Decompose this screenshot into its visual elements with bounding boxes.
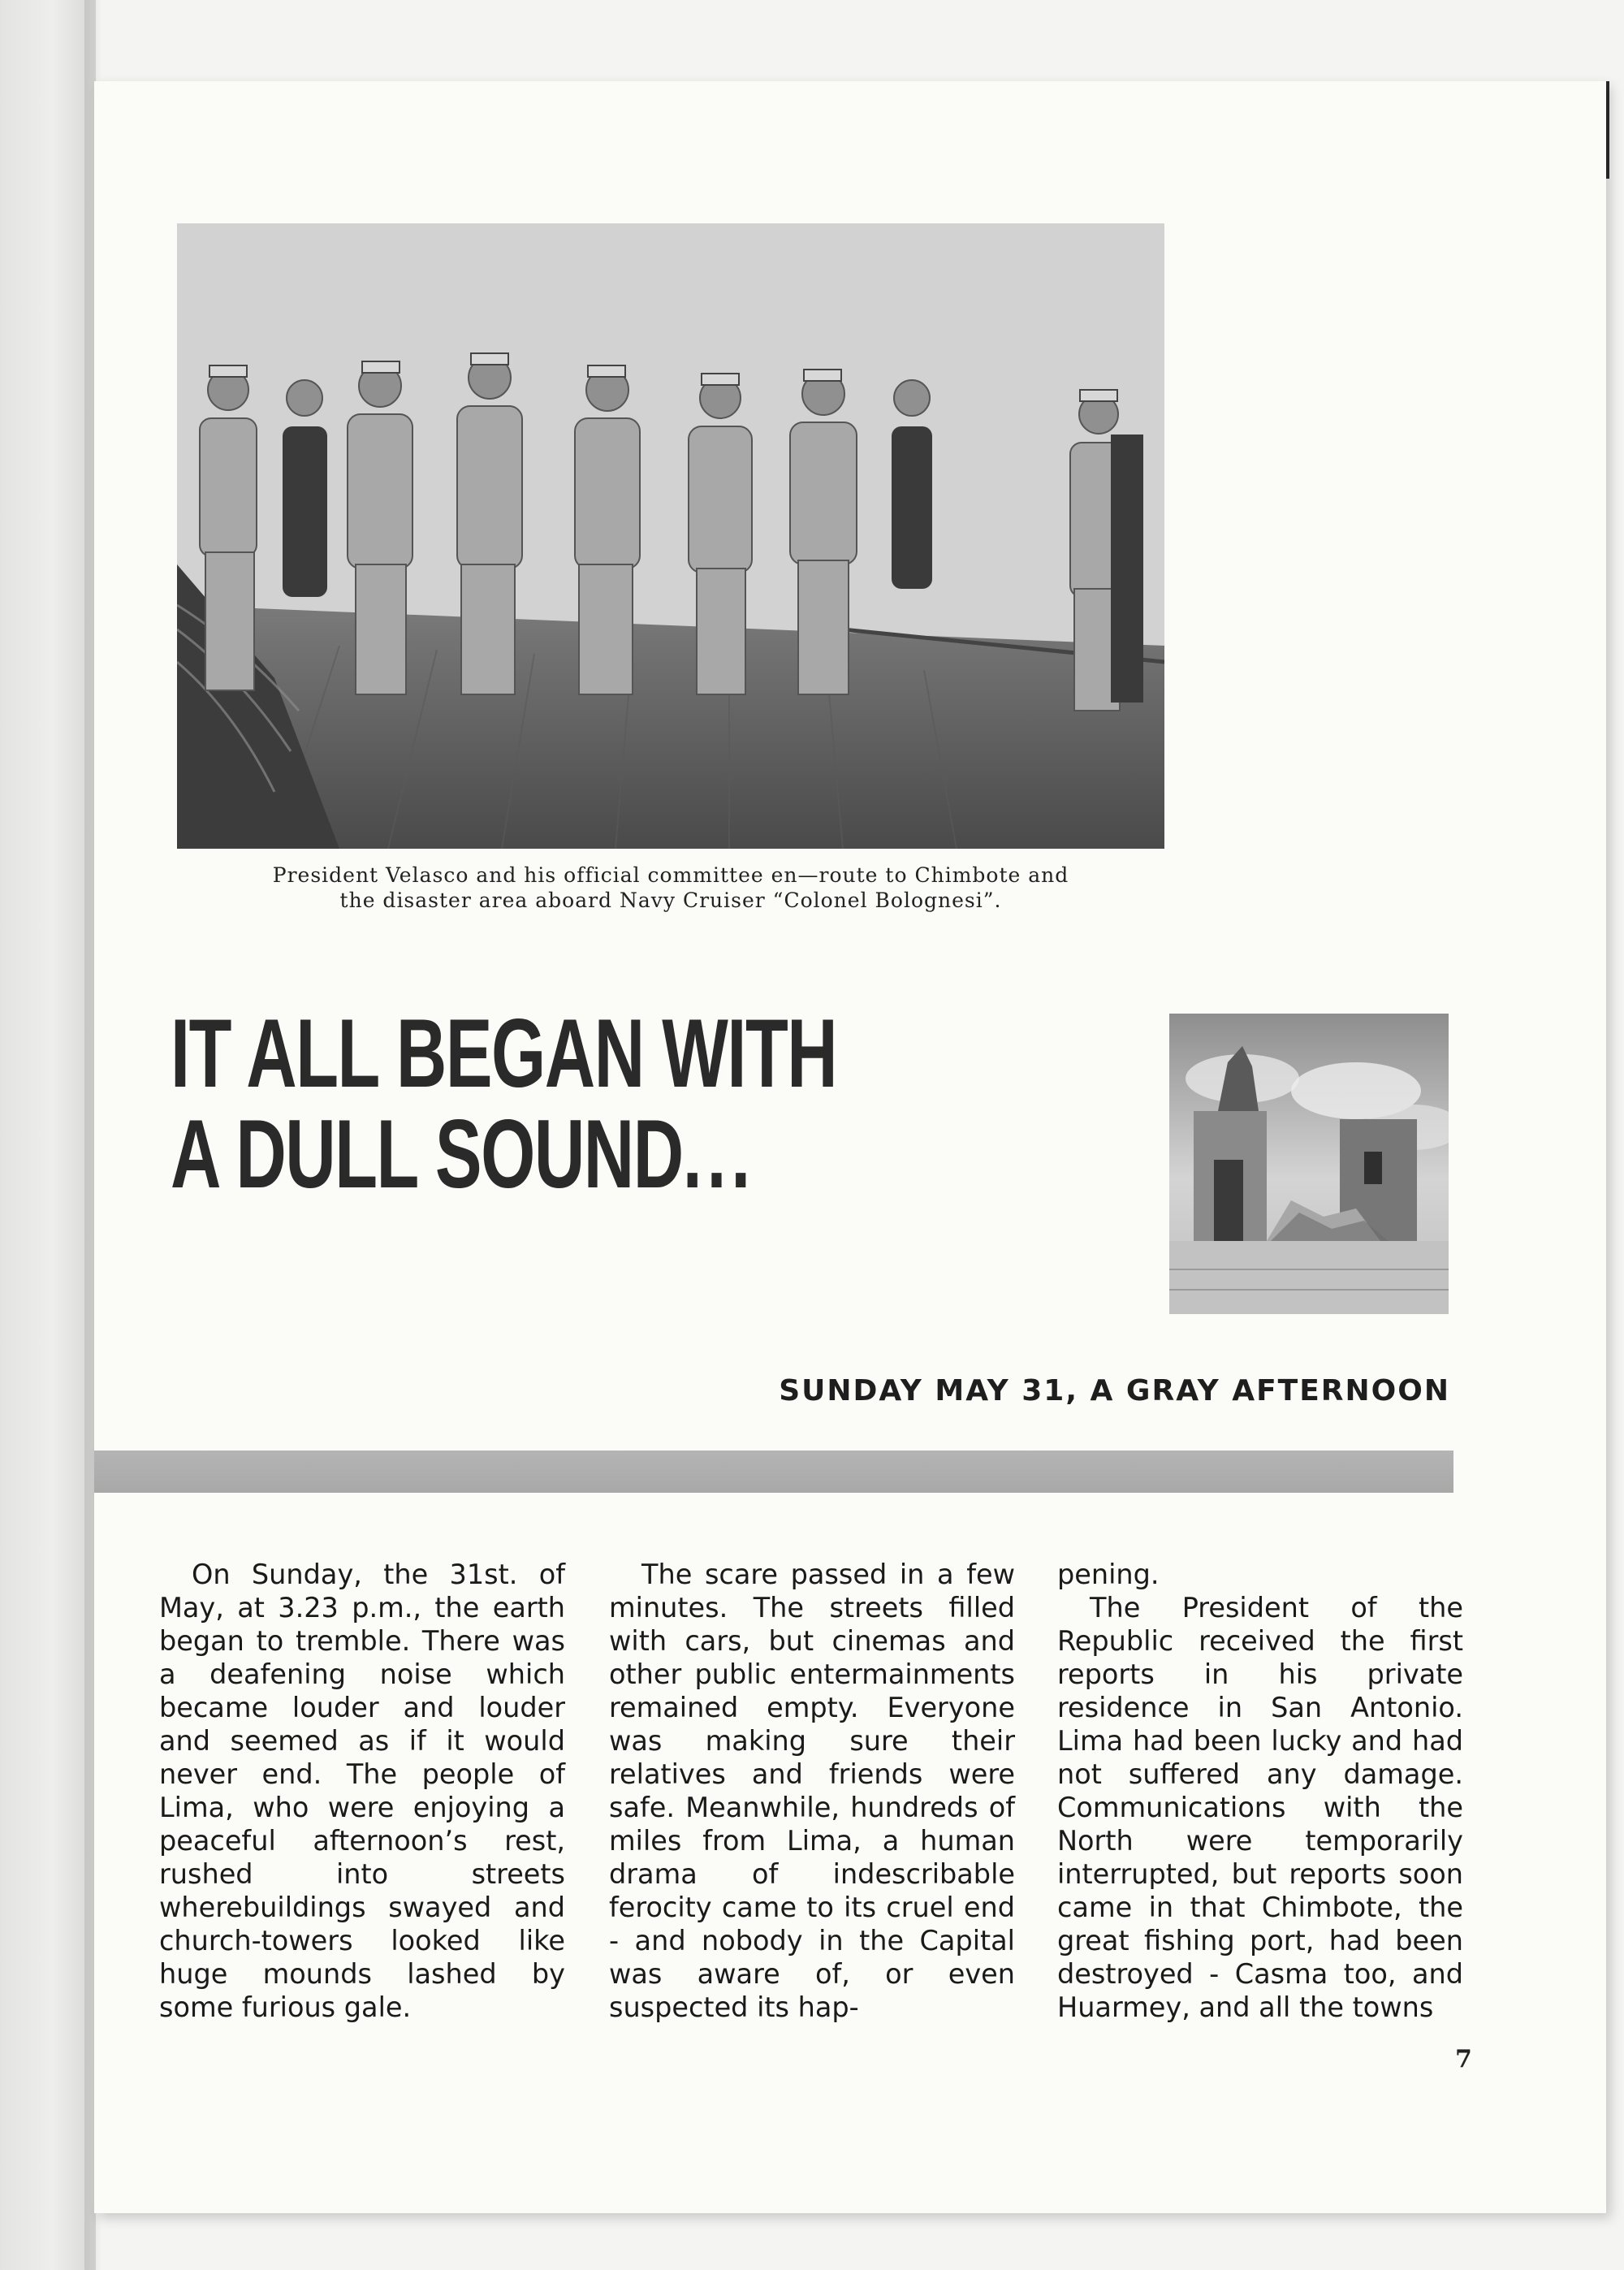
paragraph: The President of the Republic received the first reports in his private residence in San Antonio. Lima had been lucky and had not suffered any damage. Communications with the North were temporarily interrupted, but reports soon came in that Chimbote, the great fishing port, had been destroyed - Casma too, and Huarmey, and all the towns xyxy=(1057,1592,1463,2023)
magazine-page xyxy=(94,81,1606,2213)
headline-line-1: IT ALL BEGAN WITH xyxy=(171,999,837,1108)
article-subheading: SUNDAY MAY 31, A GRAY AFTERNOON xyxy=(779,1374,1450,1407)
caption-line-1: President Velasco and his official committee en—route to Chimbote and xyxy=(272,863,1069,887)
article-headline xyxy=(171,999,837,1209)
paragraph-continuation: pening. xyxy=(1057,1559,1160,1590)
headline-ellipsis: ... xyxy=(682,1100,756,1209)
book-spine xyxy=(0,0,96,2270)
headline-line-2: A DULL SOUND xyxy=(171,1100,683,1209)
paragraph: On Sunday, the 31st. of May, at 3.23 p.m., the earth began to tremble. There was a deafening noise which became louder and louder and seemed as if it would never end. The people of Lima, who were enjoying a peaceful afternoon’s rest, rushed into streets wherebuildings swayed and church-towers looked like huge mounds lashed by some furious gale. xyxy=(159,1559,565,2023)
text-column-1 xyxy=(159,1558,565,2024)
church-ruins-photo xyxy=(1169,1014,1449,1314)
photo-caption xyxy=(208,863,1134,913)
page-number: 7 xyxy=(1455,2045,1472,2073)
paragraph: The scare passed in a few minutes. The streets filled with cars, but cinemas and other public entermainments remained empty. Everyone was making sure their relatives and friends were safe. Meanwhile, hundreds of miles from Lima, a human drama of indescribable ferocity came to its cruel end - and nobody in the Capital was aware of, or even suspected its hap- xyxy=(609,1559,1015,2023)
officials-on-cruiser-photo xyxy=(177,223,1164,849)
caption-line-2: the disaster area aboard Navy Cruiser “Colonel Bolognesi”. xyxy=(339,889,1002,912)
text-column-3 xyxy=(1057,1558,1463,2024)
section-divider-bar xyxy=(94,1451,1453,1493)
text-column-2 xyxy=(609,1558,1015,2024)
